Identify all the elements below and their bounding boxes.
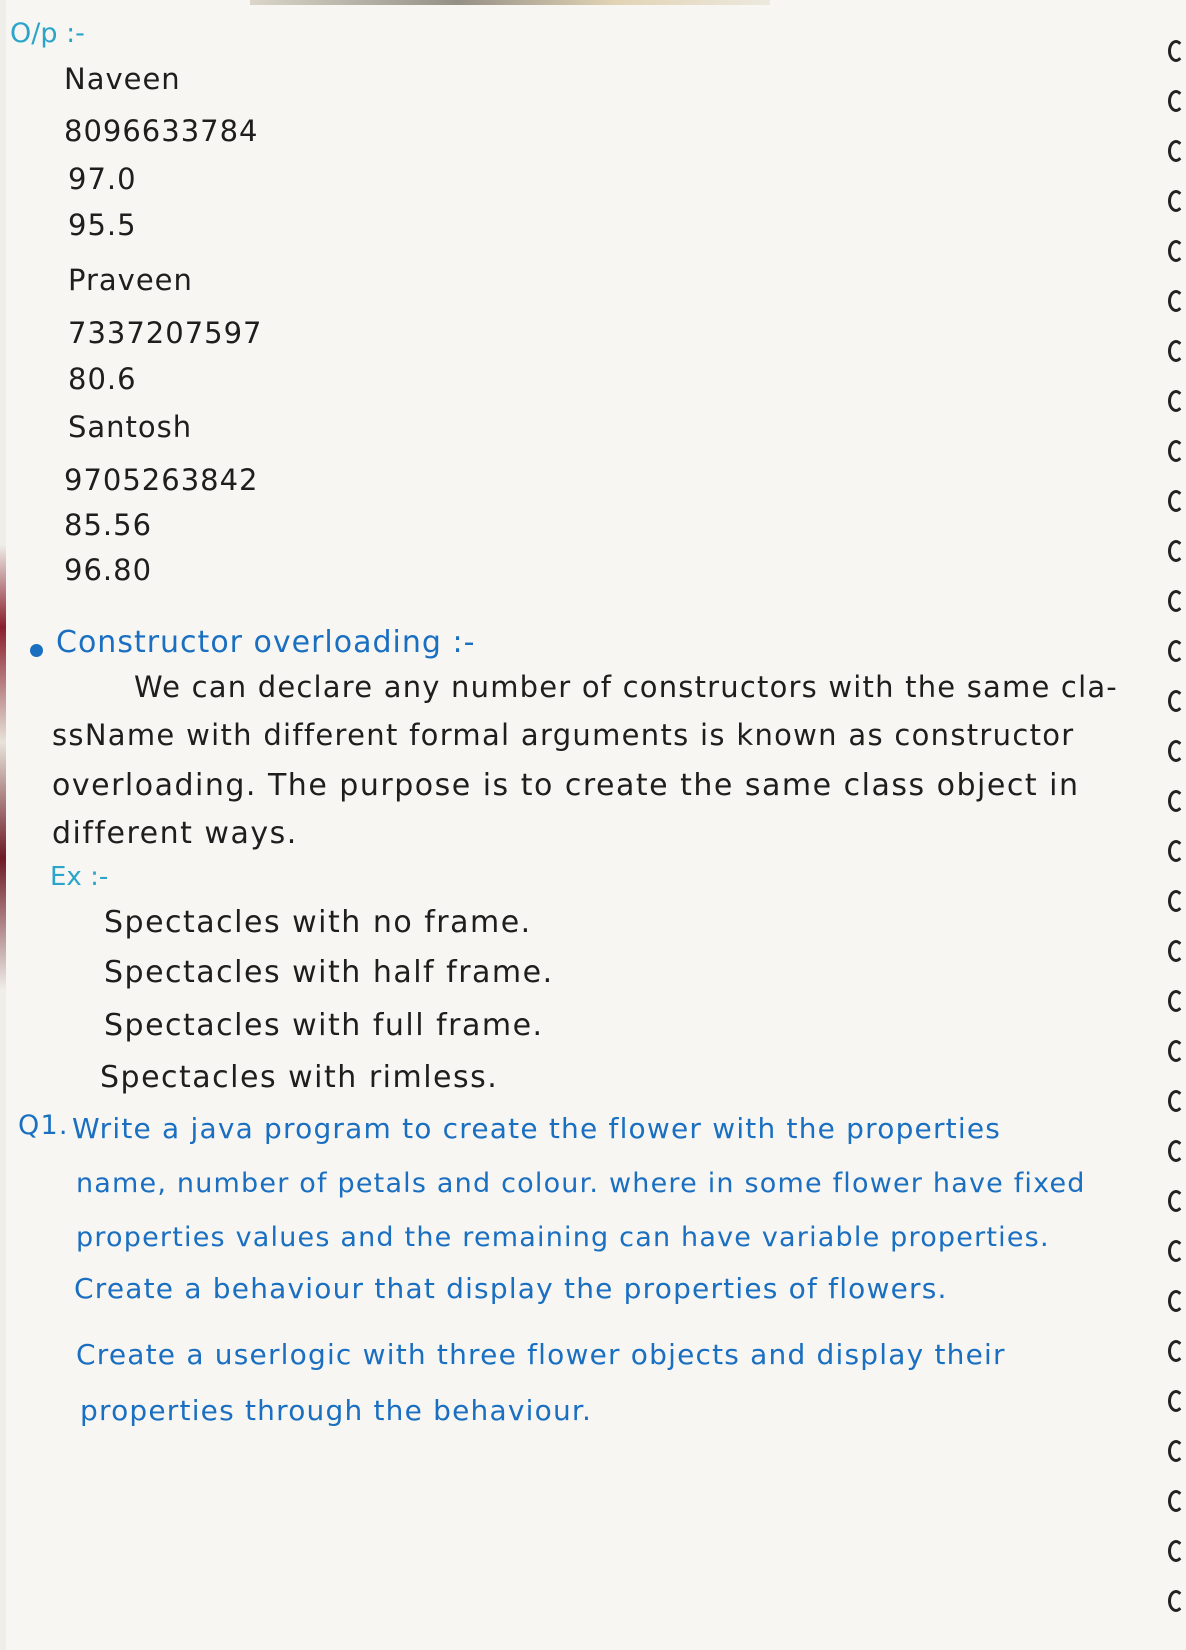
question-line: properties through the behaviour. [80,1394,593,1427]
question-line: Create a behaviour that display the properties of flowers. [74,1272,948,1305]
output-line: Santosh [68,410,193,444]
binding-ring-icon [1168,1090,1184,1112]
output-label: O/p :- [10,18,85,49]
output-line: 9705263842 [64,463,259,497]
binding-ring-icon [1168,590,1184,612]
binding-ring-icon [1168,140,1184,162]
output-line: Praveen [68,263,193,297]
output-line: 95.5 [68,208,137,242]
binding-ring-icon [1168,1040,1184,1062]
output-line: 85.56 [64,508,153,542]
page-left-edge [0,0,6,1650]
binding-ring-icon [1168,1590,1184,1612]
binding-ring-icon [1168,890,1184,912]
output-line: 7337207597 [68,316,263,350]
binding-ring-icon [1168,190,1184,212]
output-line: 80.6 [68,362,137,396]
binding-ring-icon [1168,1290,1184,1312]
binding-ring-icon [1168,1440,1184,1462]
output-line: 8096633784 [64,114,259,148]
spiral-binding [1166,0,1186,1650]
binding-ring-icon [1168,1540,1184,1562]
binding-ring-icon [1168,690,1184,712]
question-line: properties values and the remaining can have variable properties. [76,1222,1050,1253]
example-item: Spectacles with no frame. [104,905,532,940]
output-line: 97.0 [68,162,137,196]
binding-ring-icon [1168,790,1184,812]
binding-ring-icon [1168,290,1184,312]
binding-ring-icon [1168,240,1184,262]
binding-ring-icon [1168,940,1184,962]
paragraph-line: different ways. [52,816,298,851]
page-top-edge [250,0,770,5]
bullet-icon [30,644,43,657]
paragraph-line: We can declare any number of constructors with the same cla- [134,670,1118,704]
question-number: Q1. [18,1110,69,1141]
paragraph-line: overloading. The purpose is to create the same class object in [52,768,1080,803]
section-heading: Constructor overloading :- [56,625,476,660]
question-line: Create a userlogic with three flower objects and display their [76,1338,1006,1371]
binding-ring-icon [1168,1490,1184,1512]
example-item: Spectacles with rimless. [100,1060,499,1095]
example-item: Spectacles with full frame. [104,1008,544,1043]
question-line: name, number of petals and colour. where in some flower have fixed [76,1168,1086,1199]
binding-ring-icon [1168,340,1184,362]
binding-ring-icon [1168,990,1184,1012]
binding-ring-icon [1168,40,1184,62]
binding-ring-icon [1168,1190,1184,1212]
binding-ring-icon [1168,640,1184,662]
binding-ring-icon [1168,1340,1184,1362]
binding-ring-icon [1168,1390,1184,1412]
binding-ring-icon [1168,490,1184,512]
binding-ring-icon [1168,840,1184,862]
question-line: Write a java program to create the flower with the properties [72,1112,1002,1145]
example-label: Ex :- [50,862,109,892]
paragraph-line: ssName with different formal arguments is known as constructor [52,718,1075,752]
binding-ring-icon [1168,90,1184,112]
binding-ring-icon [1168,540,1184,562]
output-line: 96.80 [64,553,153,587]
binding-ring-icon [1168,440,1184,462]
output-line: Naveen [64,62,181,96]
binding-ring-icon [1168,1140,1184,1162]
binding-ring-icon [1168,740,1184,762]
example-item: Spectacles with half frame. [104,955,554,990]
binding-ring-icon [1168,1240,1184,1262]
binding-ring-icon [1168,390,1184,412]
